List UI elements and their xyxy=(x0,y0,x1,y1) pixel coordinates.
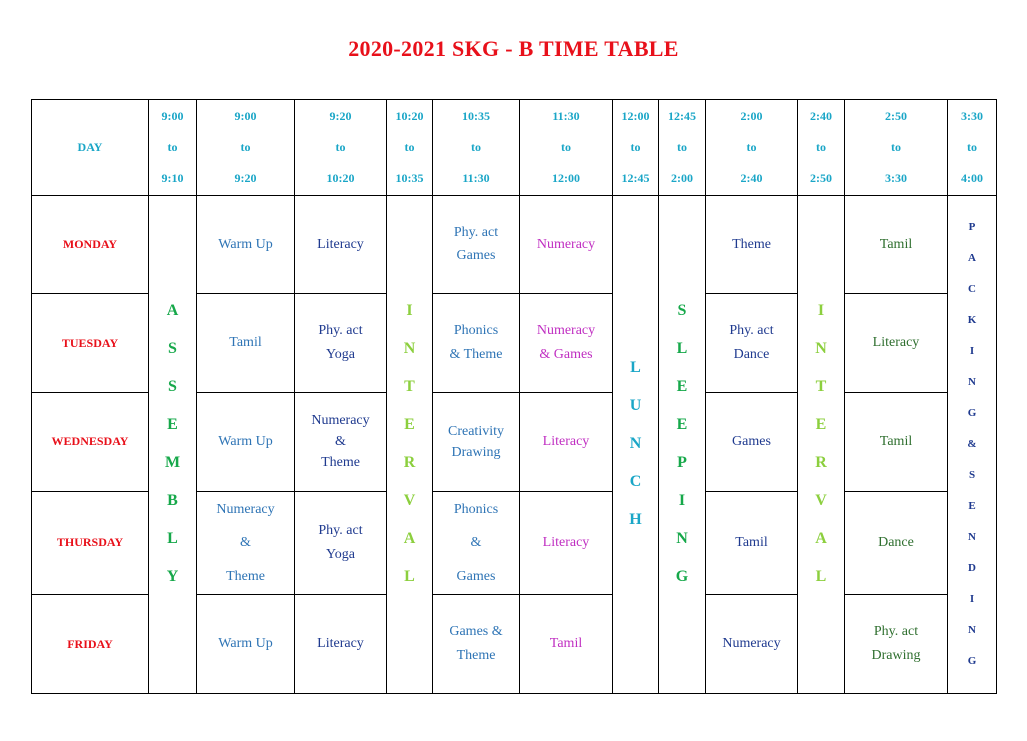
timetable xyxy=(31,99,997,694)
schedule-cell: Tamil xyxy=(845,393,948,492)
schedule-cell: Warm Up xyxy=(197,195,295,294)
day-label: FRIDAY xyxy=(32,595,149,694)
slot-header: 12:00 to 12:45 xyxy=(613,100,659,196)
schedule-cell: Numeracy & Games xyxy=(520,294,613,393)
sleeping-column: S L E E P I N G xyxy=(659,195,706,693)
assembly-column: A S S E M B L Y xyxy=(149,195,197,693)
schedule-cell: Phy. act Games xyxy=(433,195,520,294)
slot-header: 9:00 to 9:10 xyxy=(149,100,197,196)
schedule-cell: Numeracy xyxy=(520,195,613,294)
day-label: TUESDAY xyxy=(32,294,149,393)
slot-header: 12:45 to 2:00 xyxy=(659,100,706,196)
day-label: THURSDAY xyxy=(32,491,149,595)
schedule-cell: Tamil xyxy=(706,491,798,595)
schedule-cell: Phy. act Yoga xyxy=(295,491,387,595)
lunch-column: L U N C H xyxy=(613,195,659,693)
schedule-cell: Phy. act Yoga xyxy=(295,294,387,393)
slot-header: 11:30 to 12:00 xyxy=(520,100,613,196)
table-row xyxy=(32,195,997,294)
schedule-cell: Phonics & Theme xyxy=(433,294,520,393)
slot-header: 2:50 to 3:30 xyxy=(845,100,948,196)
schedule-cell: Tamil xyxy=(197,294,295,393)
page-title: 2020-2021 SKG - B TIME TABLE xyxy=(348,36,679,61)
schedule-cell: Literacy xyxy=(520,393,613,492)
interval-column: I N T E R V A L xyxy=(387,195,433,693)
day-label: WEDNESDAY xyxy=(32,393,149,492)
slot-header: 9:20 to 10:20 xyxy=(295,100,387,196)
schedule-cell: Theme xyxy=(706,195,798,294)
schedule-cell: Tamil xyxy=(845,195,948,294)
slot-header: 10:35 to 11:30 xyxy=(433,100,520,196)
schedule-cell: Numeracy & Theme xyxy=(295,393,387,492)
header-row xyxy=(32,100,997,196)
slot-header: 2:00 to 2:40 xyxy=(706,100,798,196)
schedule-cell: Games & Theme xyxy=(433,595,520,694)
schedule-cell: Literacy xyxy=(520,491,613,595)
schedule-cell: Creativity Drawing xyxy=(433,393,520,492)
schedule-cell: Literacy xyxy=(295,595,387,694)
interval-column: I N T E R V A L xyxy=(798,195,845,693)
schedule-cell: Phy. act Dance xyxy=(706,294,798,393)
packing-column: P A C K I N G & S E N D I N G xyxy=(948,195,997,693)
schedule-cell: Numeracy xyxy=(706,595,798,694)
schedule-cell: Warm Up xyxy=(197,595,295,694)
schedule-cell: Numeracy & Theme xyxy=(197,491,295,595)
schedule-cell: Literacy xyxy=(845,294,948,393)
schedule-cell: Phonics & Games xyxy=(433,491,520,595)
schedule-cell: Dance xyxy=(845,491,948,595)
schedule-cell: Phy. act Drawing xyxy=(845,595,948,694)
schedule-cell: Games xyxy=(706,393,798,492)
slot-header: 10:20 to 10:35 xyxy=(387,100,433,196)
slot-header: 2:40 to 2:50 xyxy=(798,100,845,196)
day-header: DAY xyxy=(32,100,149,196)
day-label: MONDAY xyxy=(32,195,149,294)
schedule-cell: Warm Up xyxy=(197,393,295,492)
slot-header: 9:00 to 9:20 xyxy=(197,100,295,196)
schedule-cell: Tamil xyxy=(520,595,613,694)
schedule-cell: Literacy xyxy=(295,195,387,294)
slot-header: 3:30 to 4:00 xyxy=(948,100,997,196)
